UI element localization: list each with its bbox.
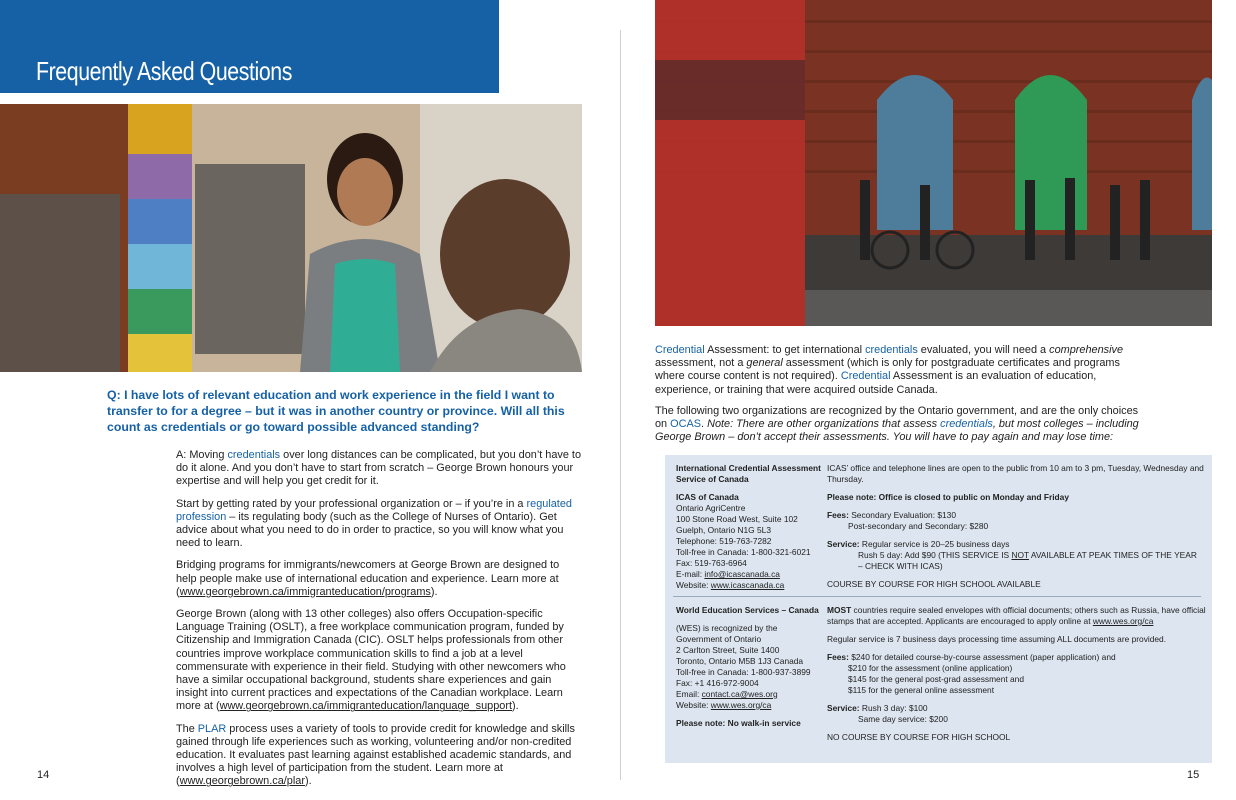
- page-title: Frequently Asked Questions: [36, 56, 292, 86]
- answer-paragraph: George Brown (along with 13 other colleges) also offers Occupation-specific Language Training (OSLT), a free workplace communication program, funded by Citizenship and Immigration Canada (CIC). OSLT helps professionals from other countries improve workplace communication skills to find a job at a level commensurate with experience in their field. Studying with other newcomers who have a similar occupational background, students share experiences and gain insight into current practices and expectations of the Canadian workplace. Learn more at (www.georgebrown.ca/immigranteducation/language_support).: [176, 608, 566, 713]
- credential-assessment-intro: [655, 344, 1141, 452]
- page-number-left: 14: [37, 769, 50, 781]
- title-banner: [0, 0, 499, 93]
- plar-link[interactable]: www.georgebrown.ca/plar: [179, 775, 305, 788]
- wes-apply-link[interactable]: www.wes.org/ca: [1092, 616, 1154, 626]
- students-photo-illustration: [0, 104, 582, 372]
- answer-paragraph: Bridging programs for immigrants/newcomers at George Brown are designed to help people make use of international education and experience. Learn more at (www.georgebrown.ca/immigranteducation/programs).: [176, 559, 560, 598]
- icas-website-link[interactable]: www.icascanada.ca: [710, 580, 785, 590]
- storefront-photo: [655, 0, 1212, 326]
- intro-paragraph: Credential Assessment: to get international credentials evaluated, you will need a comprehensive assessment, not a general assessment (which is only for postgraduate certificates and programs where course content is not required). Credential Assessment is an evaluation of education, experience, or training that were acquired outside Canada.: [655, 344, 1124, 396]
- glossary-link-credential[interactable]: Credential: [655, 344, 705, 356]
- answer-paragraph: Start by getting rated by your professional organization or – if you’re in a regulated profession – its regulating body (such as the College of Nurses of Ontario). Get advice about what you need to do in order to practice, so you will know what you need to learn.: [176, 497, 572, 550]
- wes-email-link[interactable]: contact.ca@wes.org: [701, 689, 778, 699]
- intro-paragraph: The following two organizations are recognized by the Ontario government, and are the only choices on OCAS. Note: There are other organizations that assess credentials, but most colleges – including George Brown – don’t accept their assessments. You will have to pay again and may lose time:: [655, 404, 1139, 444]
- organizations-table: [665, 455, 1212, 763]
- glossary-link-credentials[interactable]: credentials: [227, 449, 281, 461]
- wes-contact: World Education Services – Canada (WES) is recognized by the Government of Ontario 2 Carlton Street, Suite 1400 Toronto, Ontario M5B 1J3 Canada Toll-free in Canada: 1-800-937-3899 Fax: +1 416-972-9004 Email: contact.ca@wes.org Website: www.wes.org/ca Please note: No walk-in service: [676, 605, 819, 728]
- students-photo: [0, 104, 582, 372]
- glossary-link-credential[interactable]: Credential: [840, 370, 891, 383]
- wes-name: World Education Services – Canada: [676, 605, 819, 615]
- icas-contact: International Credential Assessment Service of Canada ICAS of Canada Ontario AgriCentre 100 Stone Road West, Suite 102 Guelph, Ontario N1G 5L3 Telephone: 519-763-7282 Toll-free in Canada: 1-800-321-6021 Fax: 519-763-6964 E-mail: info@icascanada.ca Website: www.icascanada.ca: [676, 463, 821, 590]
- faq-answer: [176, 449, 582, 798]
- programs-link[interactable]: www.georgebrown.ca/immigranteducation/programs: [179, 585, 431, 598]
- glossary-link-regulated-profession[interactable]: regulated profession: [176, 497, 572, 523]
- glossary-link-plar[interactable]: PLAR: [197, 722, 227, 735]
- answer-paragraph: A: Moving credentials over long distances can be complicated, but you don’t have to do it alone. And you don’t have to start from scratch – George Brown honours your expertise and will help you get credit for it.: [176, 449, 582, 488]
- wes-website-link[interactable]: www.wes.org/ca: [710, 700, 772, 710]
- page-number-right: 15: [1187, 769, 1200, 781]
- row-divider: [673, 596, 1201, 597]
- glossary-link-credentials[interactable]: credentials: [865, 344, 918, 356]
- glossary-link-credentials[interactable]: credentials: [940, 418, 993, 431]
- answer-paragraph: The PLAR process uses a variety of tools to provide credit for knowledge and skills gained through life experiences such as working, volunteering and/or non-credited education. It evaluates past learning against established academic standards, and involves a high level of participation from the student. Learn more at (www.georgebrown.ca/plar).: [176, 722, 575, 788]
- page-gutter: [620, 30, 621, 780]
- icas-name: International Credential Assessment Service of Canada: [676, 463, 821, 484]
- language-support-link[interactable]: www.georgebrown.ca/immigranteducation/language_support: [219, 700, 512, 713]
- icas-details: ICAS’ office and telephone lines are open to the public from 10 am to 3 pm, Tuesday, Wednesday and Thursday. Please note: Office is closed to public on Monday and Friday Fees: Secondary Evaluation: $130 Post-secondary and Secondary: $280 Service: Regular service is 20–25 business days Rush 5 day: Add $90 (THIS SERVICE IS NOT AVAILABLE AT PEAK TIMES OF THE YEAR – CHECK WITH ICAS) COURSE BY COURSE FOR HIGH SCHOOL AVAILABLE: [827, 463, 1204, 589]
- icas-email-link[interactable]: info@icascanada.ca: [704, 569, 780, 579]
- storefront-photo-illustration: [655, 0, 1212, 326]
- wes-details: MOST countries require sealed envelopes with official documents; others such as Russia, have official stamps that are accepted. Applicants are encouraged to apply online at www.wes.org/ca Regular service is 7 business days processing time assuming ALL documents are provided. Fees: $240 for detailed course-by-course assessment (paper application) and $210 for the assessment (online application) $145 for the general post-grad assessment and $115 for the general online assessment Service: Rush 3 day: $100 Same day service: $200 NO COURSE BY COURSE FOR HIGH SCHOOL: [827, 605, 1206, 742]
- faq-question: Q: I have lots of relevant education and work experience in the field I want to transfer to for a degree – but it was in another country or province. Will all this count as credentials or go toward possible advanced standing?: [107, 388, 565, 434]
- glossary-link-ocas[interactable]: OCAS: [670, 418, 702, 431]
